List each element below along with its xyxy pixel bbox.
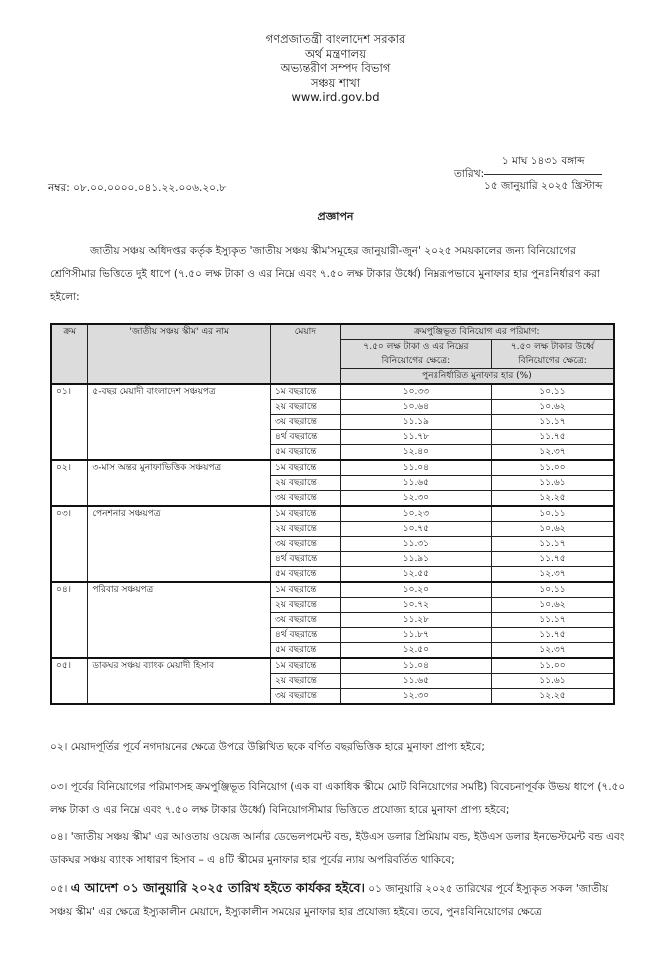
- header-serial: ক্রম: [51, 324, 88, 384]
- tier1-rate: ১০.৭৫: [340, 522, 491, 537]
- date-block: [484, 150, 602, 197]
- term-cell: ১ম বছরান্তে: [270, 658, 340, 674]
- serial-cell: ০৪।: [51, 582, 88, 658]
- tier2-rate: ১১.৭৫: [492, 430, 615, 445]
- tier2-rate: ১০.১১: [492, 506, 615, 522]
- serial-cell: ০৫।: [51, 658, 88, 704]
- scheme-cell: ডাকঘর সঞ্চয় ব্যাংক মেয়াদী হিসাব: [88, 658, 271, 704]
- tier2-rate: ১১.১৭: [492, 415, 615, 430]
- clause-05-number: ০৫।: [50, 883, 71, 895]
- tier1-rate: ১১.১৯: [340, 415, 491, 430]
- header-tier1: ৭.৫০ লক্ষ টাকা ও এর নিম্নের বিনিয়োগের ক্ষেত্রে:: [340, 340, 491, 369]
- term-cell: ৪র্থ বছরান্তে: [270, 430, 340, 445]
- tier2-rate: ১০.১১: [492, 384, 615, 400]
- tier2-rate: ১০.৬২: [492, 598, 615, 613]
- term-cell: ৩য় বছরান্তে: [270, 491, 340, 507]
- term-cell: ৩য় বছরান্তে: [270, 689, 340, 705]
- tier1-rate: ১১.৮৭: [340, 628, 491, 643]
- tier1-rate: ১২.৩০: [340, 689, 491, 705]
- tier2-rate: ১২.৩৭: [492, 643, 615, 659]
- term-cell: ৪র্থ বছরান্তে: [270, 552, 340, 567]
- date-label: তারিখ:: [454, 168, 485, 180]
- clause-05: [50, 876, 630, 924]
- tier1-rate: ১১.৯১: [340, 552, 491, 567]
- header-rate-caption: পুনঃনির্ধারিত মুনাফার হার (%): [340, 369, 614, 385]
- term-cell: ১ম বছরান্তে: [270, 460, 340, 476]
- table-row: [51, 460, 614, 476]
- tier2-rate: ১২.৩৭: [492, 445, 615, 461]
- term-cell: ৫ম বছরান্তে: [270, 445, 340, 461]
- tier1-rate: ১০.২০: [340, 582, 491, 598]
- tier2-rate: ১২.২৫: [492, 689, 615, 705]
- ministry-name: অর্থ মন্ত্রণালয়: [304, 46, 367, 61]
- tier2-rate: ১১.৭৫: [492, 552, 615, 567]
- government-name: গণপ্রজাতন্ত্রী বাংলাদেশ সরকার: [265, 32, 406, 46]
- tier2-rate: ১১.৬১: [492, 476, 615, 491]
- term-cell: ২য় বছরান্তে: [270, 522, 340, 537]
- term-cell: ১ম বছরান্তে: [270, 384, 340, 400]
- tier1-rate: ১১.০৪: [340, 658, 491, 674]
- reference-number: নম্বর: ০৮.০০.০০০০.০৪১.২২.০০৬.২০.৮: [48, 182, 227, 194]
- serial-cell: ০১।: [51, 384, 88, 460]
- tier2-rate: ১০.৬২: [492, 400, 615, 415]
- tier1-rate: ১১.৭৮: [340, 430, 491, 445]
- website-link[interactable]: www.ird.gov.bd: [291, 90, 380, 104]
- clause-05-text: ০১ জানুয়ারি ২০২৫ তারিখের পূর্বে ইস্যুকৃত সকল 'জাতীয় সঞ্চয় স্কীম' এর ক্ষেত্রে ইস্যুকালীন মেয়াদে, ইস্যুকালীন সময়ের মুনাফার হার প্রযোজ্য হইবে। তবে, পুনঃবিনিয়োগের ক্ষেত্রে: [50, 883, 609, 918]
- tier1-rate: ১২.৩০: [340, 491, 491, 507]
- term-cell: ৫ম বছরান্তে: [270, 643, 340, 659]
- scheme-cell: ৩-মাস অন্তর মুনাফাভিত্তিক সঞ্চয়পত্র: [88, 460, 271, 506]
- date-gregorian: ১৫ জানুয়ারি ২০২৫ খ্রিস্টাব্দ: [484, 180, 603, 192]
- tier1-rate: ১১.৬৫: [340, 674, 491, 689]
- intro-paragraph: জাতীয় সঞ্চয় অধিদপ্তর কর্তৃক ইস্যুকৃত 'জাতীয় সঞ্চয় স্কীম'সমূহের জানুয়ারী-জুন' ২০২৫ সময়কালের জন্য বিনিয়োগের শ্রেণিসীমার ভিত্তিতে দুই ধাপে (৭.৫০ লক্ষ টাকা ও এর নিম্নে এবং ৭.৫০ লক্ষ টাকার উর্ধ্বে) নিম্নরূপভাবে মুনাফার হার পুনঃনির্ধারণ করা হইলো:: [50, 245, 600, 303]
- header-investment-amount: ক্রমপুঞ্জিভূত বিনিয়োগ এর পরিমাণ:: [340, 324, 614, 340]
- term-cell: ২য় বছরান্তে: [270, 674, 340, 689]
- tier2-rate: ১১.১৭: [492, 537, 615, 552]
- division-name: অভ্যন্তরীণ সম্পদ বিভাগ: [280, 61, 391, 75]
- scheme-cell: ৫-বছর মেয়াদী বাংলাদেশ সঞ্চয়পত্র: [88, 384, 271, 460]
- clause-02: ০২। মেয়াদপূর্তির পূর্বে নগদায়নের ক্ষেত্রে উপরে উল্লিখিত ছকে বর্ণিত বছরভিত্তিক হারে মুনাফা প্রাপ্য হইবে;: [50, 741, 485, 753]
- scheme-cell: পেনশনার সঞ্চয়পত্র: [88, 506, 271, 582]
- table-row: [51, 582, 614, 598]
- tier1-rate: ১১.২৮: [340, 613, 491, 628]
- clause-03: ০৩। পূর্বের বিনিয়োগের পরিমাণসহ ক্রমপুঞ্জিভূত বিনিয়োগ (এক বা একাধিক স্কীমে মোট বিনিয়োগের সমষ্টি) বিবেচনাপূর্বক উভয় ধাপে (৭.৫০ লক্ষ টাকা ও এর নিম্নে এবং ৭.৫০ লক্ষ টাকার উর্ধ্বে) বিনিয়োগসীমার ভিত্তিতে প্রযোজ্য হারে মুনাফা প্রাপ্য হইবে;: [50, 781, 626, 816]
- tier1-rate: ১০.৬৪: [340, 400, 491, 415]
- table-row: [51, 384, 614, 400]
- term-cell: ২য় বছরান্তে: [270, 598, 340, 613]
- tier2-rate: ১১.৭৫: [492, 628, 615, 643]
- branch-name: সঞ্চয় শাখা: [310, 75, 361, 90]
- term-cell: ১ম বছরান্তে: [270, 506, 340, 522]
- header-term: মেয়াদ: [270, 324, 340, 384]
- term-cell: ৫ম বছরান্তে: [270, 567, 340, 583]
- clause-04: ০৪। 'জাতীয় সঞ্চয় স্কীম' এর আওতায় ওয়েজ আর্নার ডেভেলপমেন্ট বন্ড, ইউএস ডলার প্রিমিয়াম বন্ড, ইউএস ডলার ইনভেস্টমেন্ট বন্ড এবং ডাকঘর সঞ্চয় ব্যাংক সাধারণ হিসাব – এ ৪টি স্কীমের মুনাফার হার পূর্বের ন্যায় অপরিবর্তিত থাকিবে;: [50, 831, 625, 866]
- date-bangla: ১ মাঘ ১৪৩১ বঙ্গাব্দ: [484, 150, 602, 175]
- header-tier2: ৭.৫০ লক্ষ টাকার উর্ধ্বে বিনিয়োগের ক্ষেত্রে:: [492, 340, 615, 369]
- serial-cell: ০২।: [51, 460, 88, 506]
- tier2-rate: ১১.০০: [492, 658, 615, 674]
- table-row: [51, 506, 614, 522]
- clause-05-effective-date: এ আদেশ ০১ জানুয়ারি ২০২৫ তারিখ হইতে কার্যকর হইবে।: [70, 880, 365, 895]
- tier1-rate: ১১.৩১: [340, 537, 491, 552]
- letterhead: [0, 32, 671, 105]
- header-scheme-name: 'জাতীয় সঞ্চয় স্কীম' এর নাম: [88, 324, 271, 384]
- tier1-rate: ১২.৫০: [340, 643, 491, 659]
- tier1-rate: ১২.৪০: [340, 445, 491, 461]
- term-cell: ২য় বছরান্তে: [270, 476, 340, 491]
- term-cell: ১ম বছরান্তে: [270, 582, 340, 598]
- profit-rate-table: [50, 323, 615, 705]
- tier2-rate: ১০.৬২: [492, 522, 615, 537]
- tier1-rate: ১১.৬৫: [340, 476, 491, 491]
- notice-title: প্রজ্ঞাপন: [317, 210, 354, 223]
- tier2-rate: ১০.১১: [492, 582, 615, 598]
- term-cell: ৩য় বছরান্তে: [270, 415, 340, 430]
- tier1-rate: ১০.৩৩: [340, 384, 491, 400]
- tier2-rate: ১২.২৫: [492, 491, 615, 507]
- term-cell: ২য় বছরান্তে: [270, 400, 340, 415]
- tier2-rate: ১২.৩৭: [492, 567, 615, 583]
- term-cell: ৪র্থ বছরান্তে: [270, 628, 340, 643]
- tier2-rate: ১১.১৭: [492, 613, 615, 628]
- term-cell: ৩য় বছরান্তে: [270, 613, 340, 628]
- table-row: [51, 658, 614, 674]
- term-cell: ৩য় বছরান্তে: [270, 537, 340, 552]
- tier2-rate: ১১.০০: [492, 460, 615, 476]
- tier1-rate: ১০.২৩: [340, 506, 491, 522]
- tier1-rate: ১১.০৪: [340, 460, 491, 476]
- serial-cell: ০৩।: [51, 506, 88, 582]
- tier1-rate: ১০.৭২: [340, 598, 491, 613]
- tier2-rate: ১১.৬১: [492, 674, 615, 689]
- scheme-cell: পরিবার সঞ্চয়পত্র: [88, 582, 271, 658]
- tier1-rate: ১২.৫৫: [340, 567, 491, 583]
